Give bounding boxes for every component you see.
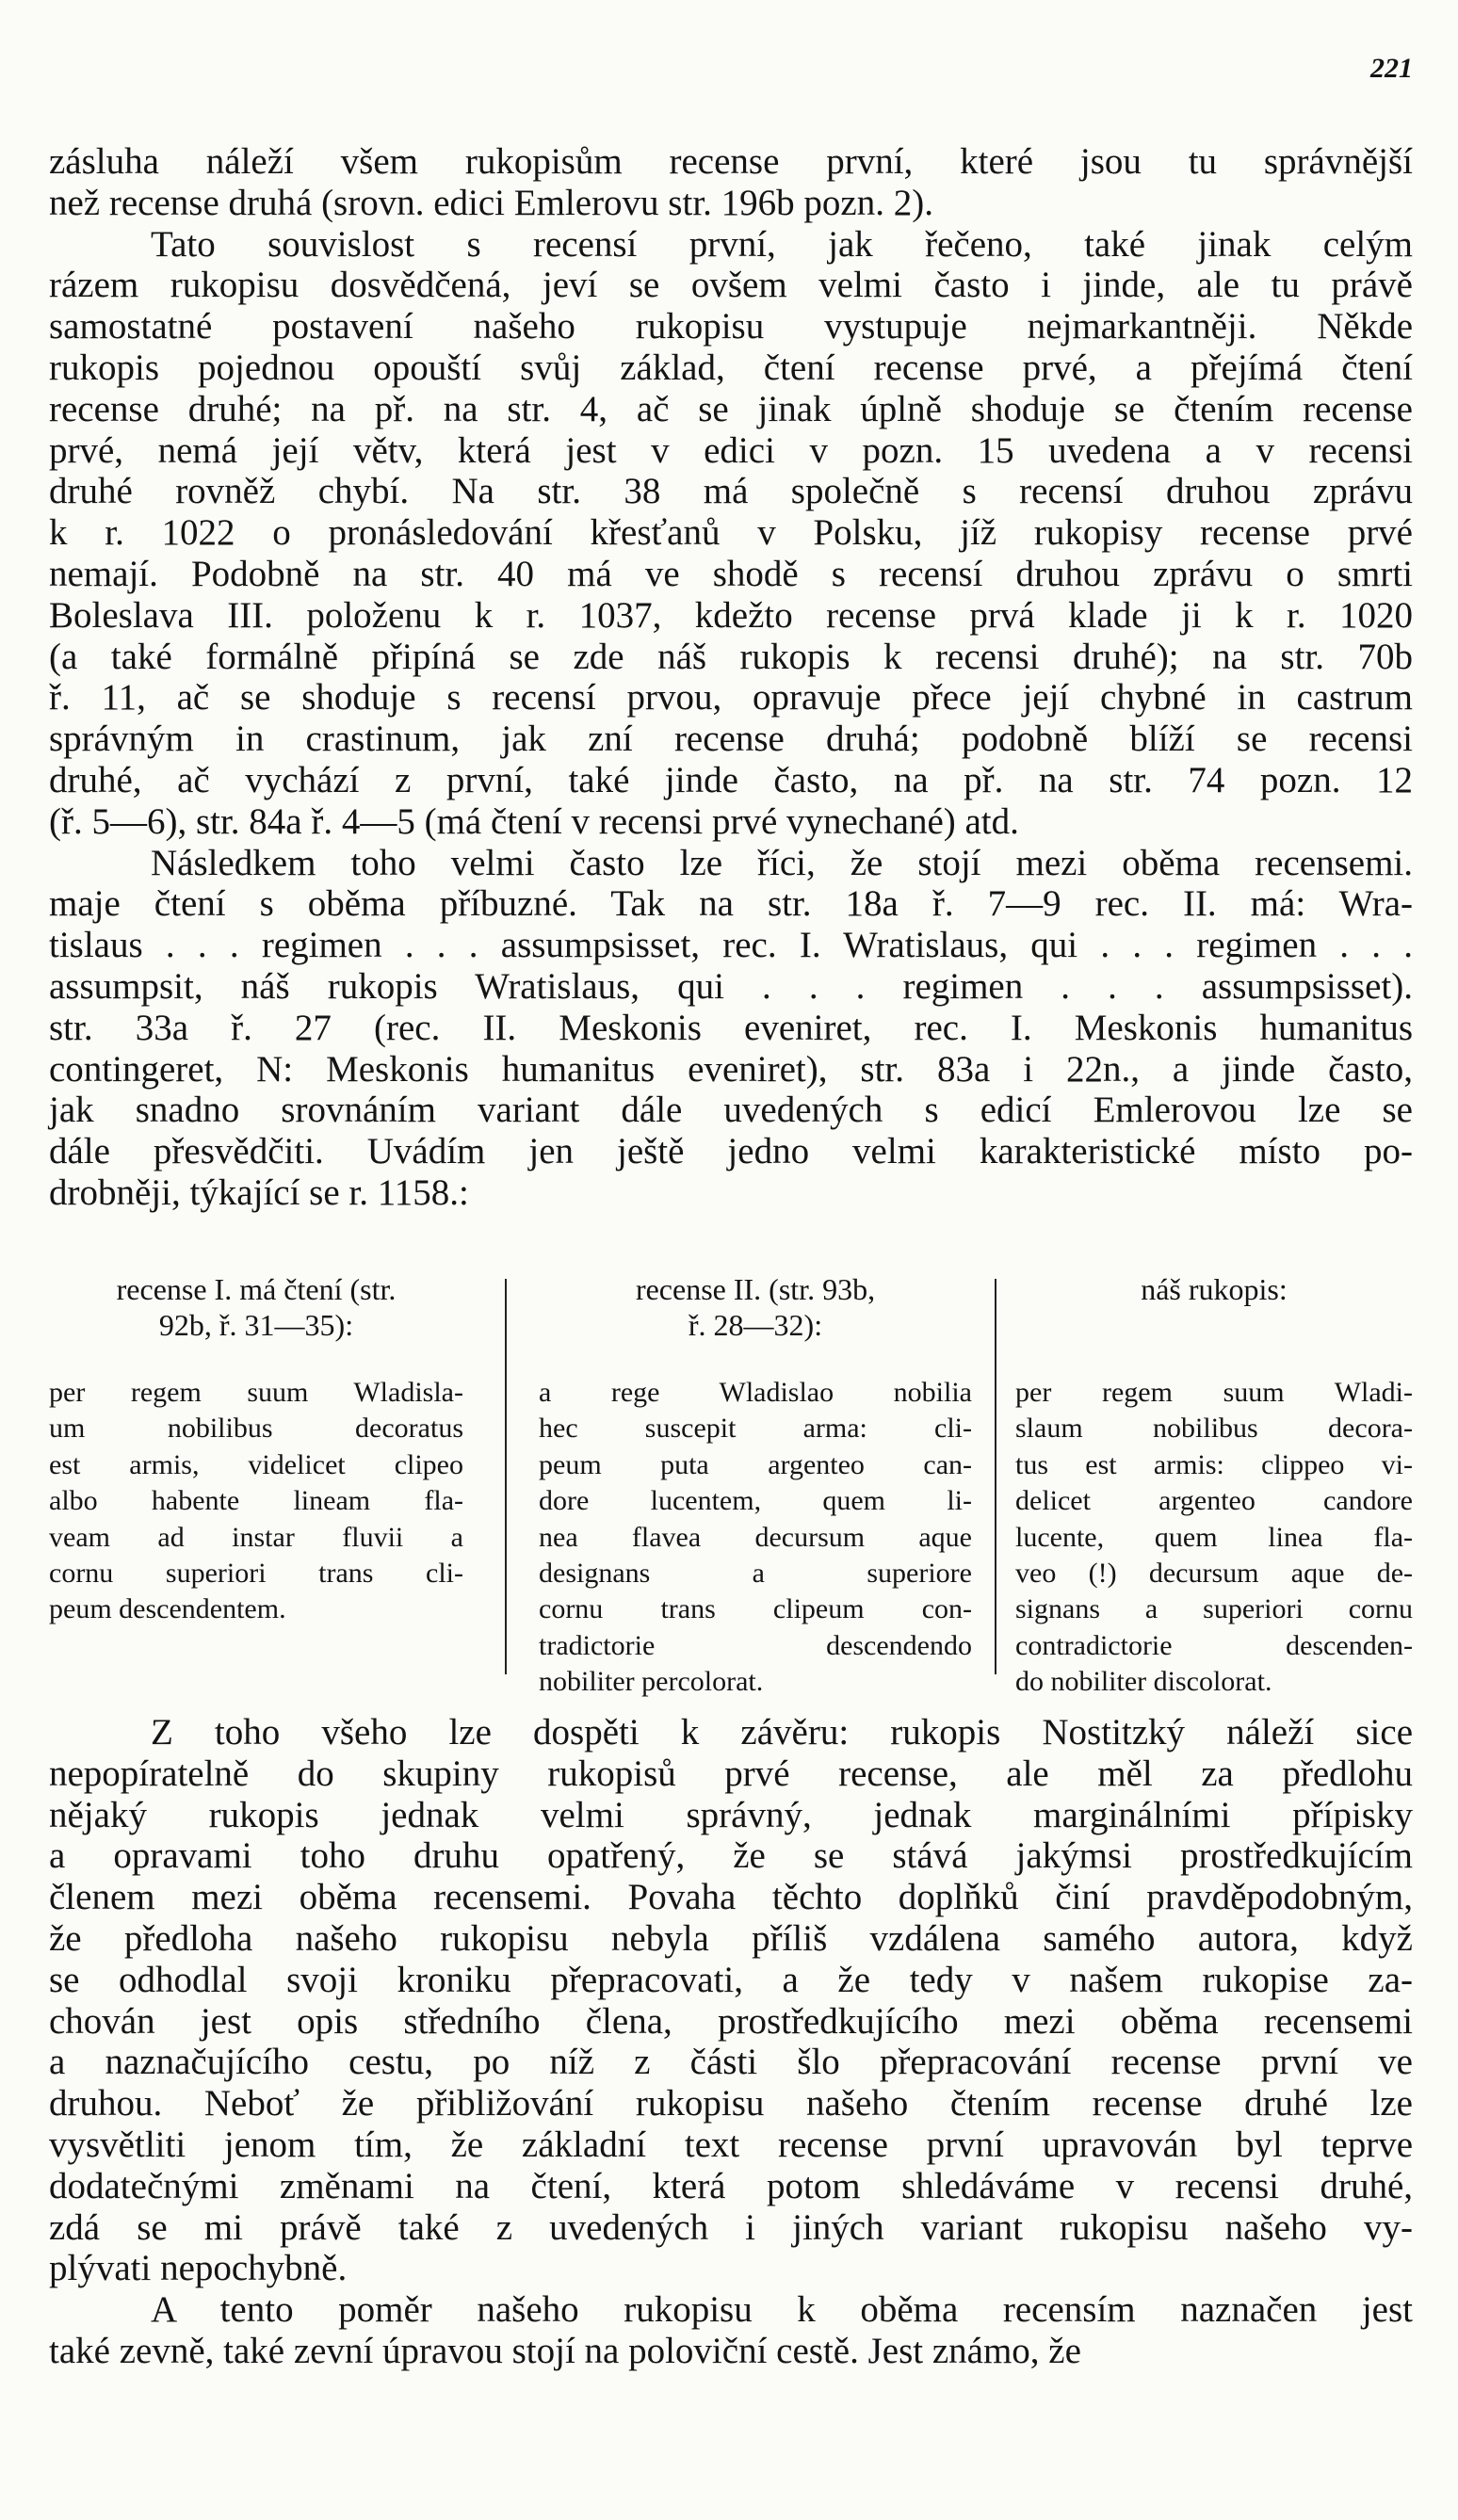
column-line: veo (!) decursum aque de- [1015,1557,1413,1589]
column-line: veam ad instar fluvii a [49,1521,463,1553]
column-heading [1015,1271,1413,1307]
text-line: se odhodlal svoji kroniku přepracovati, a že tedy v našem rukopise za- [49,1959,1413,2000]
text-line: (ř. 5—6), str. 84a ř. 4—5 (má čtení v recensi prvé vynechané) atd. [49,800,1019,842]
text-line: Z toho všeho lze dospěti k závěru: rukopis Nostitzký náleží sice [151,1712,1413,1753]
column-heading-line: 92b, ř. 31—35): [158,1308,354,1342]
column-line: lucente, quem linea fla- [1015,1521,1413,1553]
column-line: tradictorie descendendo [539,1629,972,1661]
column-line: slaum nobilibus decora- [1015,1413,1413,1445]
column-line: nobiliter percolorat. [539,1666,764,1698]
text-line: chován jest opis středního člena, prostředkujícího mezi oběma recensemi [49,2000,1413,2042]
column-line: a rege Wladislao nobilia [539,1377,972,1408]
column-line: tus est armis: clippeo vi- [1015,1448,1413,1480]
column-heading [539,1271,972,1343]
column-line: signans a superiori cornu [1015,1593,1413,1625]
text-line: než recense druhá (srovn. edici Emlerovu str. 196b pozn. 2). [49,182,933,223]
text-line: samostatné postavení našeho rukopisu vystupuje nejmarkantněji. Někde [49,306,1413,347]
text-line: contingeret, N: Meskonis humanitus eveniret), str. 83a i 22n., a jinde často, [49,1048,1413,1090]
column-recense-2 [539,1271,972,1698]
text-line: a naznačujícího cestu, po níž z části šlo přepracování recense první ve [49,2042,1413,2083]
column-line: est armis, videlicet clipeo [49,1448,463,1480]
text-line: drobněji, týkající se r. 1158.: [49,1171,469,1213]
text-line: druhou. Neboť že přibližování rukopisu našeho čtením recense druhé lze [49,2083,1413,2124]
text-line: k r. 1022 o pronásledování křesťanů v Polsku, jíž rukopisy recense prvé [49,512,1413,554]
paragraph [49,843,1413,1214]
text-line: také zevně, také zevní úpravou stojí na poloviční cestě. Jest známo, že [49,2330,1081,2371]
text-line: a opravami toho druhu opatřený, že se stává jakýmsi prostředkujícím [49,1835,1413,1877]
column-text [539,1375,972,1701]
paragraph [49,1712,1413,2289]
paragraph [49,141,1413,224]
text-line: recense druhé; na př. na str. 4, ač se jinak úplně shoduje se čtením recense [49,388,1413,429]
paragraph [49,2289,1413,2372]
column-line: peum puta argenteo can- [539,1448,972,1480]
column-nas-rukopis [1015,1271,1413,1698]
column-line: nea flavea decursum aque [539,1521,972,1553]
column-line: peum descendentem. [49,1593,286,1625]
paragraph [49,224,1413,843]
column-line: albo habente lineam fla- [49,1485,463,1517]
text-line: tislaus . . . regimen . . . assumpsisset, rec. I. Wratislaus, qui . . . regimen . . . [49,925,1413,966]
comparison-table [49,1271,1413,1698]
page-number: 221 [1370,53,1413,84]
text-line: rázem rukopisu dosvědčená, jeví se ovšem velmi často i jinde, ale tu právě [49,265,1413,306]
column-heading-line: recense I. má čtení (str. [116,1272,397,1306]
text-line: nepopíratelně do skupiny rukopisů prvé recense, ale měl za předlohu [49,1753,1413,1794]
text-line: druhé, ač vychází z první, také jinde často, na př. na str. 74 pozn. 12 [49,759,1413,800]
text-line: prvé, nemá její větv, která jest v edici v pozn. 15 uvedena a v recensi [49,429,1413,471]
column-heading-line: náš rukopis: [1141,1272,1288,1306]
text-line: správným in crastinum, jak zní recense druhá; podobně blíží se recensi [49,719,1413,760]
text-line: rukopis pojednou opouští svůj základ, čtení recense prvé, a přejímá čtení [49,347,1413,388]
text-line: dodatečnými změnami na čtení, která potom shledáváme v recensi druhé, [49,2165,1413,2206]
column-recense-1 [49,1271,463,1686]
column-line: per regem suum Wladi- [1015,1377,1413,1408]
text-line: Tato souvislost s recensí první, jak řečeno, také jinak celým [151,223,1413,265]
column-divider [505,1279,507,1674]
text-line: vysvětliti jenom tím, že základní text recense první upravován byl teprve [49,2124,1413,2165]
column-line: dore lucentem, quem li- [539,1485,972,1517]
column-line: um nobilibus decoratus [49,1413,463,1445]
column-heading-line: ř. 28—32): [688,1308,823,1342]
column-divider [995,1279,996,1674]
text-line: Boleslava III. položenu k r. 1037, kdežto recense prvá klade ji k r. 1020 [49,594,1413,636]
column-text [49,1375,463,1628]
text-line: assumpsit, náš rukopis Wratislaus, qui . . . regimen . . . assumpsisset). [49,965,1413,1007]
text-line: zdá se mi právě také z uvedených i jiných variant rukopisu našeho vy- [49,2206,1413,2248]
text-line: druhé rovněž chybí. Na str. 38 má společně s recensí druhou zprávu [49,471,1413,512]
text-line: maje čtení s oběma příbuzné. Tak na str. 18a ř. 7—9 rec. II. má: Wra- [49,883,1413,925]
text-line: zásluha náleží všem rukopisům recense první, které jsou tu správnější [49,141,1413,182]
text-line: ř. 11, ač se shoduje s recensí prvou, opravuje přece její chybné in castrum [49,677,1413,719]
text-line: jak snadno srovnáním variant dále uvedených s edicí Emlerovou lze se [49,1090,1413,1131]
column-heading [49,1271,463,1343]
column-line: contradictorie descenden- [1015,1629,1413,1661]
column-line: designans a superiore [539,1557,972,1589]
column-line: cornu superiori trans cli- [49,1557,463,1589]
text-line: Následkem toho velmi často lze říci, že stojí mezi oběma recensemi. [151,842,1413,883]
column-line: do nobiliter discolorat. [1015,1666,1272,1698]
lower-text-block [49,1712,1413,2372]
column-text [1015,1375,1413,1701]
column-heading-line: recense II. (str. 93b, [635,1272,876,1306]
text-line: plývati nepochybně. [49,2248,348,2289]
column-line: delicet argenteo candore [1015,1485,1413,1517]
text-line: A tento poměr našeho rukopisu k oběma recensím naznačen jest [151,2289,1413,2331]
column-line: per regem suum Wladisla- [49,1377,463,1408]
text-line: dále přesvědčiti. Uvádím jen ještě jedno velmi karakteristické místo po- [49,1131,1413,1172]
text-line: že předloha našeho rukopisu nebyla příliš vzdálena samého autora, když [49,1917,1413,1959]
text-line: členem mezi oběma recensemi. Povaha těchto doplňků činí pravděpodobným, [49,1877,1413,1918]
text-line: str. 33a ř. 27 (rec. II. Meskonis eveniret, rec. I. Meskonis humanitus [49,1007,1413,1048]
column-line: cornu trans clipeum con- [539,1593,972,1625]
text-line: nemají. Podobně na str. 40 má ve shodě s recensí druhou zprávu o smrti [49,553,1413,594]
upper-text-block [49,141,1413,1214]
text-line: (a také formálně připíná se zde náš rukopis k recensi druhé); na str. 70b [49,636,1413,677]
column-line: hec suscepit arma: cli- [539,1413,972,1445]
text-line: nějaký rukopis jednak velmi správný, jednak marginálními přípisky [49,1794,1413,1835]
